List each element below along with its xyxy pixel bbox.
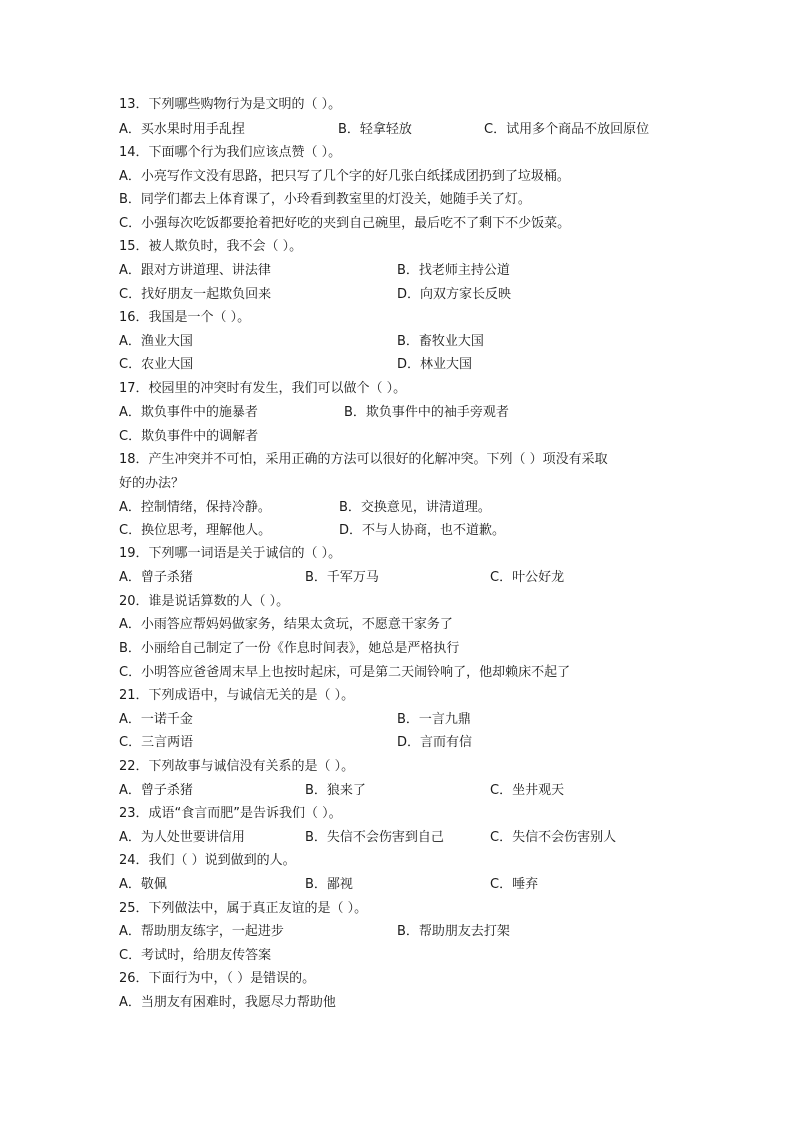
question-17-option-a: A．欺负事件中的施暴者 (119, 405, 258, 420)
question-16-option-b: B．畜牧业大国 (397, 334, 484, 349)
question-22-option-c: C．坐井观天 (490, 783, 565, 798)
question-14-stem: 14．下面哪个行为我们应该点赞（ ）。 (119, 145, 342, 160)
question-25-option-a: A．帮助朋友练字，一起进步 (119, 924, 284, 939)
question-17-stem: 17．校园里的冲突时有发生，我们可以做个（ ）。 (119, 381, 407, 396)
question-16-option-c: C．农业大国 (119, 357, 194, 372)
question-15-option-c: C．找好朋友一起欺负回来 (119, 287, 272, 302)
question-21-option-c: C．三言两语 (119, 735, 194, 750)
question-21-stem: 21．下列成语中，与诚信无关的是（ ）。 (119, 688, 355, 703)
question-19-option-a: A．曾子杀猪 (119, 570, 193, 585)
question-21-option-a: A．一诺千金 (119, 712, 193, 727)
question-23-option-a: A．为人处世要讲信用 (119, 830, 245, 845)
question-14-option-b: B．同学们都去上体育课了，小玲看到教室里的灯没关，她随手关了灯。 (119, 192, 531, 207)
question-15-stem: 15．被人欺负时，我不会（ ）。 (119, 239, 303, 254)
question-20-option-b: B．小丽给自己制定了一份《作息时间表》，她总是严格执行 (119, 641, 460, 656)
question-14-option-a: A．小亮写作文没有思路，把只写了几个字的好几张白纸揉成团扔到了垃圾桶。 (119, 169, 570, 184)
question-22-stem: 22．下列故事与诚信没有关系的是（ ）。 (119, 759, 355, 774)
question-26-option-a: A．当朋友有困难时，我愿尽力帮助他 (119, 995, 336, 1010)
question-25-stem: 25．下列做法中，属于真正友谊的是（ ）。 (119, 901, 368, 916)
question-13-stem: 13．下列哪些购物行为是文明的（ ）。 (119, 97, 342, 112)
question-13-option-c: C．试用多个商品不放回原位 (484, 122, 650, 137)
question-24-option-b: B．鄙视 (305, 877, 353, 892)
question-17-option-c: C．欺负事件中的调解者 (119, 429, 259, 444)
question-18-option-b: B．交换意见，讲清道理。 (339, 500, 491, 515)
question-24-option-c: C．唾弃 (490, 877, 539, 892)
question-16-stem: 16．我国是一个（ ）。 (119, 310, 251, 325)
question-16-option-d: D．林业大国 (397, 357, 473, 372)
question-25-option-b: B．帮助朋友去打架 (397, 924, 510, 939)
question-16-option-a: A．渔业大国 (119, 334, 193, 349)
question-18-option-c: C．换位思考，理解他人。 (119, 523, 272, 538)
question-19-stem: 19．下列哪一词语是关于诚信的（ ）。 (119, 546, 342, 561)
question-18-stem-continued: 好的办法？ (119, 476, 185, 491)
question-13-option-b: B．轻拿轻放 (338, 122, 412, 137)
question-18-stem: 18．产生冲突并不可怕，采用正确的方法可以很好的化解冲突。下列（ ）项没有采取 (119, 452, 608, 467)
question-24-stem: 24．我们（ ）说到做到的人。 (119, 853, 296, 868)
question-18-option-d: D．不与人协商，也不道歉。 (339, 523, 506, 538)
question-13-option-a: A．买水果时用手乱捏 (119, 122, 245, 137)
question-19-option-b: B．千军万马 (305, 570, 379, 585)
question-20-option-c: C．小明答应爸爸周末早上也按时起床，可是第二天闹铃响了，他却赖床不起了 (119, 665, 571, 680)
question-22-option-a: A．曾子杀猪 (119, 783, 193, 798)
question-22-option-b: B．狼来了 (305, 783, 366, 798)
question-19-option-c: C．叶公好龙 (490, 570, 565, 585)
question-23-stem: 23．成语“食言而肥”是告诉我们（ ）。 (119, 806, 342, 821)
question-15-option-b: B．找老师主持公道 (397, 263, 510, 278)
question-23-option-b: B．失信不会伤害到自己 (305, 830, 444, 845)
question-25-option-c: C．考试时，给朋友传答案 (119, 948, 272, 963)
question-15-option-a: A．跟对方讲道理、讲法律 (119, 263, 271, 278)
question-15-option-d: D．向双方家长反映 (397, 287, 512, 302)
question-20-stem: 20．谁是说话算数的人（ ）。 (119, 594, 290, 609)
question-26-stem: 26．下面行为中，（ ）是错误的。 (119, 971, 316, 986)
question-21-option-d: D．言而有信 (397, 735, 473, 750)
question-18-option-a: A．控制情绪，保持冷静。 (119, 500, 271, 515)
question-21-option-b: B．一言九鼎 (397, 712, 471, 727)
question-14-option-c: C．小强每次吃饭都要抢着把好吃的夹到自己碗里，最后吃不了剩下不少饭菜。 (119, 216, 571, 231)
question-17-option-b: B．欺负事件中的袖手旁观者 (344, 405, 509, 420)
question-24-option-a: A．敬佩 (119, 877, 167, 892)
question-23-option-c: C．失信不会伤害别人 (490, 830, 617, 845)
question-20-option-a: A．小雨答应帮妈妈做家务，结果太贪玩，不愿意干家务了 (119, 617, 453, 632)
